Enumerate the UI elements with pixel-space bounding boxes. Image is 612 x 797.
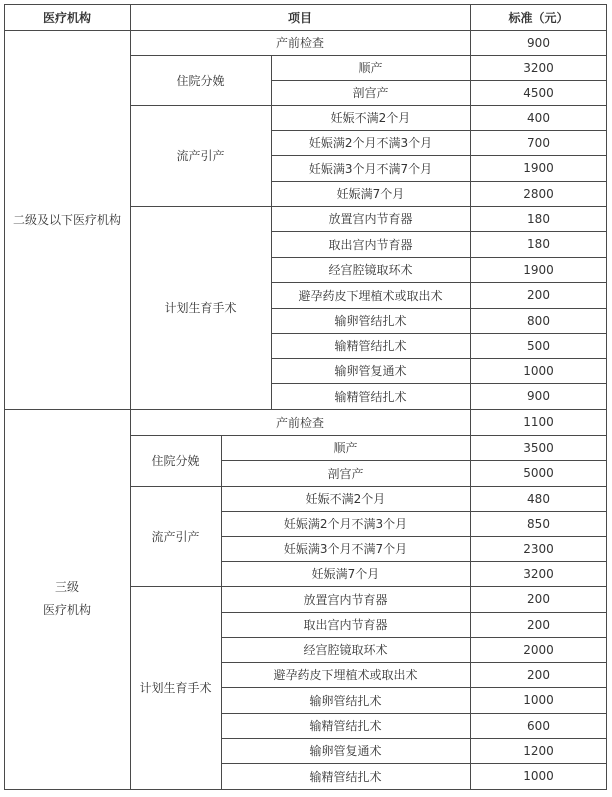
table-row-label: 输精管结扎术 bbox=[334, 389, 407, 404]
table-row-label: 避孕药皮下埋植术或取出术 bbox=[298, 288, 443, 303]
table-row-price: 200 bbox=[527, 667, 550, 682]
table-row-price: 4500 bbox=[523, 85, 554, 100]
table-row-price: 800 bbox=[527, 313, 550, 328]
row-divider bbox=[221, 536, 607, 537]
row-divider bbox=[221, 511, 607, 512]
family-planning-group-label: 计划生育手术 bbox=[139, 681, 212, 695]
institution-line: 医疗机构 bbox=[42, 603, 91, 617]
abortion-group-label: 流产引产 bbox=[151, 529, 200, 544]
table-row-label: 经宫腔镜取环术 bbox=[328, 263, 413, 277]
table-border bbox=[4, 4, 5, 790]
row-divider bbox=[130, 586, 607, 587]
table-row-price: 3500 bbox=[523, 440, 554, 455]
table-row-label: 输卵管复通术 bbox=[309, 744, 382, 758]
row-divider bbox=[221, 662, 607, 663]
table-row-label: 取出宫内节育器 bbox=[328, 237, 413, 252]
header-institution: 医疗机构 bbox=[42, 10, 91, 25]
row-divider bbox=[271, 80, 607, 81]
table-row-price: 200 bbox=[527, 617, 550, 632]
table-row-price: 850 bbox=[527, 516, 550, 531]
table-border bbox=[4, 4, 607, 5]
table-row-price: 3200 bbox=[523, 60, 554, 75]
table-row-price: 1000 bbox=[523, 363, 554, 378]
table-row-price: 2000 bbox=[523, 642, 554, 657]
row-divider bbox=[221, 738, 607, 739]
row-divider bbox=[271, 231, 607, 232]
table-row-label: 妊娠满2个月不满3个月 bbox=[283, 517, 408, 531]
table-row-price: 1900 bbox=[523, 161, 554, 175]
column-divider bbox=[271, 55, 272, 409]
table-row-price: 3200 bbox=[523, 566, 554, 581]
table-row-price: 200 bbox=[527, 592, 550, 606]
row-divider bbox=[221, 612, 607, 613]
table-row-label: 妊娠不满2个月 bbox=[305, 492, 386, 506]
table-row-label: 妊娠满7个月 bbox=[311, 567, 380, 581]
table-row-label: 妊娠满2个月不满3个月 bbox=[308, 136, 433, 150]
row-divider bbox=[221, 637, 607, 638]
table-row-price: 480 bbox=[527, 491, 550, 506]
row-divider bbox=[271, 155, 607, 156]
table-row-label: 经宫腔镜取环术 bbox=[303, 643, 388, 657]
table-row-price: 200 bbox=[527, 288, 550, 302]
table-row-label: 剖宫产 bbox=[327, 466, 364, 481]
row-divider bbox=[130, 105, 607, 106]
table-row-label: 放置宫内节育器 bbox=[328, 212, 413, 226]
table-row-price: 1000 bbox=[523, 769, 554, 783]
prenatal-label: 产前检查 bbox=[275, 415, 324, 430]
table-row-price: 1000 bbox=[523, 693, 554, 707]
row-divider bbox=[4, 30, 607, 31]
row-divider bbox=[221, 763, 607, 764]
table-row-label: 妊娠满7个月 bbox=[336, 187, 405, 201]
institution-cell: 二级及以下医疗机构 bbox=[12, 213, 121, 227]
row-divider bbox=[221, 460, 607, 461]
row-divider bbox=[271, 358, 607, 359]
table-row-price: 500 bbox=[527, 338, 550, 353]
column-divider bbox=[130, 4, 131, 790]
row-divider bbox=[271, 333, 607, 334]
delivery-group-label: 住院分娩 bbox=[176, 73, 225, 88]
table-border bbox=[606, 4, 607, 790]
institution-cell bbox=[4, 409, 130, 789]
table-row-price: 1200 bbox=[523, 743, 554, 758]
table-row-label: 妊娠满3个月不满7个月 bbox=[283, 542, 408, 556]
table-row-price: 900 bbox=[527, 389, 550, 403]
table-row-price: 180 bbox=[527, 237, 550, 251]
table-row-price: 2300 bbox=[523, 541, 554, 556]
column-divider bbox=[470, 4, 471, 790]
table-row-label: 输卵管复通术 bbox=[334, 364, 407, 378]
prenatal-price: 900 bbox=[527, 35, 550, 50]
table-row-label: 避孕药皮下埋植术或取出术 bbox=[273, 668, 418, 682]
row-divider bbox=[221, 687, 607, 688]
prenatal-label: 产前检查 bbox=[275, 36, 324, 50]
table-row-label: 取出宫内节育器 bbox=[303, 618, 388, 632]
row-divider bbox=[271, 383, 607, 384]
table-row-price: 400 bbox=[527, 110, 550, 125]
table-row-label: 输卵管结扎术 bbox=[334, 314, 407, 328]
table-row-price: 600 bbox=[527, 718, 550, 733]
row-divider bbox=[4, 409, 607, 410]
abortion-group-label: 流产引产 bbox=[176, 149, 225, 163]
delivery-group-label: 住院分娩 bbox=[151, 454, 200, 468]
table-row-label: 输卵管结扎术 bbox=[309, 693, 382, 708]
row-divider bbox=[271, 282, 607, 283]
table-row-price: 1900 bbox=[523, 262, 554, 277]
row-divider bbox=[221, 713, 607, 714]
row-divider bbox=[271, 257, 607, 258]
prenatal-price: 1100 bbox=[523, 415, 554, 429]
row-divider bbox=[130, 486, 607, 487]
row-divider bbox=[221, 561, 607, 562]
table-row-label: 顺产 bbox=[358, 61, 383, 75]
table-row-price: 5000 bbox=[523, 466, 554, 480]
family-planning-group-label: 计划生育手术 bbox=[164, 301, 237, 315]
table-border bbox=[4, 789, 607, 790]
table-row-label: 顺产 bbox=[333, 441, 358, 455]
row-divider bbox=[130, 206, 607, 207]
header-price: 标准（元） bbox=[508, 10, 569, 25]
table-row-price: 180 bbox=[527, 211, 550, 226]
table-row-label: 输精管结扎术 bbox=[309, 769, 382, 784]
table-row-label: 妊娠满3个月不满7个月 bbox=[308, 161, 433, 176]
table-row-label: 输精管结扎术 bbox=[334, 339, 407, 353]
table-row-label: 输精管结扎术 bbox=[309, 719, 382, 733]
header-item: 项目 bbox=[287, 10, 312, 25]
row-divider bbox=[130, 55, 607, 56]
table-row-label: 妊娠不满2个月 bbox=[330, 111, 411, 125]
table-row-price: 700 bbox=[527, 135, 550, 150]
table-row-price: 2800 bbox=[523, 186, 554, 201]
institution-line: 三级 bbox=[54, 580, 79, 594]
row-divider bbox=[130, 435, 607, 436]
row-divider bbox=[271, 308, 607, 309]
row-divider bbox=[271, 130, 607, 131]
table-row-label: 放置宫内节育器 bbox=[303, 592, 388, 607]
row-divider bbox=[271, 181, 607, 182]
table-row-label: 剖宫产 bbox=[352, 86, 389, 100]
